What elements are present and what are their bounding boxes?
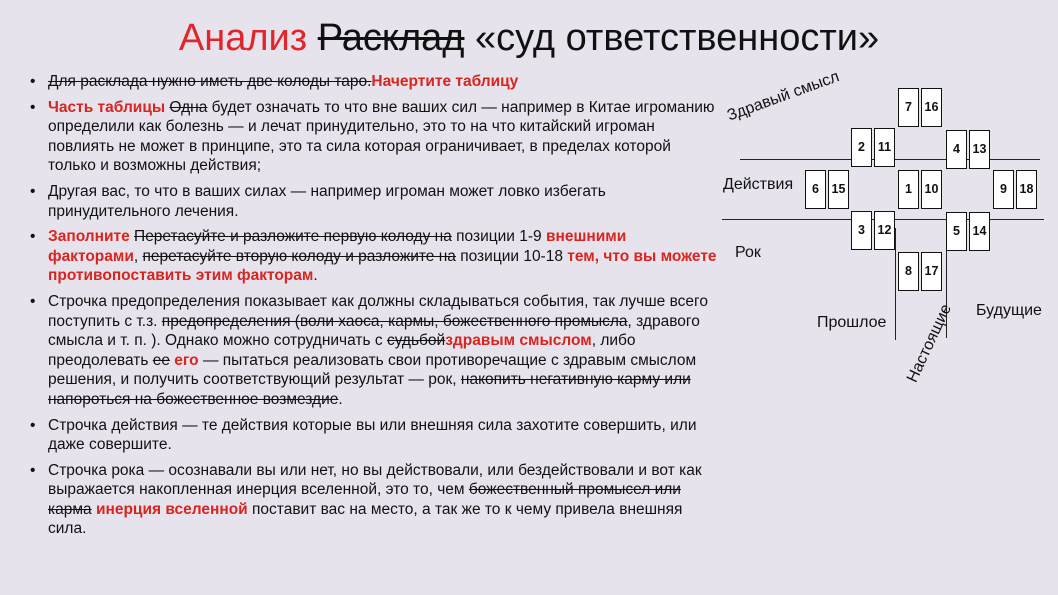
label-common-sense: Здравый смысл <box>724 68 842 125</box>
title-spread-name: «суд ответственности» <box>475 17 880 59</box>
body-text: Строчка действия — те действия которые вы или внешняя сила захотите совершить, или даже совершите. <box>48 416 697 454</box>
spread-diagram <box>718 68 1058 386</box>
page-title <box>0 14 1058 62</box>
highlight-text: внешними факторами <box>48 228 627 265</box>
label-actions: Действия <box>723 176 794 193</box>
bullet-item <box>30 98 720 176</box>
body-text: позиции 1-9 <box>451 228 546 246</box>
struck-text: Одна <box>169 98 208 116</box>
bullet-item <box>30 416 720 455</box>
title-analysis: Анализ <box>178 17 308 59</box>
card-8: 8 <box>898 252 919 291</box>
card-10: 10 <box>921 170 942 209</box>
body-text: . <box>338 390 343 408</box>
card-17: 17 <box>921 252 942 291</box>
highlight-text: инерция вселенной <box>91 500 248 518</box>
body-text: поставит вас на место, а так же то к чему привела внешняя сила. <box>48 500 683 538</box>
card-11: 11 <box>874 128 895 167</box>
body-text: Строчка рока — осознавали вы или нет, но вы действовали, или бездействовали и вот как выражается накопленная инерция вселенной, это то, чем <box>48 461 702 499</box>
body-text: , <box>133 247 143 265</box>
label-future: Будущие <box>976 302 1042 319</box>
column-line <box>895 228 896 340</box>
highlight-text: тем, что вы можете противопоставить этим факторам <box>48 247 717 285</box>
struck-text: Для расклада нужно иметь две колоды таро. <box>48 73 372 90</box>
highlight-text: его <box>169 351 199 369</box>
card-13: 13 <box>969 130 990 169</box>
bullet-item <box>30 292 720 410</box>
label-past: Прошлое <box>817 314 887 331</box>
highlight-text: Часть таблицы <box>48 98 166 116</box>
card-18: 18 <box>1016 170 1037 209</box>
card-6: 6 <box>805 170 826 209</box>
bullet-item <box>30 182 720 221</box>
body-text: позиции 10-18 <box>455 247 568 265</box>
struck-text: ее <box>152 351 170 369</box>
struck-text: Перетасуйте и разложите первую колоду на <box>134 228 452 246</box>
struck-text: божественный промысел или карма <box>48 481 681 518</box>
bullet-item <box>30 461 720 539</box>
bullet-item <box>30 227 720 286</box>
card-12: 12 <box>874 211 895 250</box>
highlight-text: здравым смыслом <box>445 332 592 350</box>
body-text: Другая вас, то что в ваших силах — например игроман может ловко избегать принудительного лечения. <box>48 182 606 220</box>
bullet-item <box>30 72 720 92</box>
body-text: — пытаться реализовать свои противоречащие с здравым смыслом решения, и получить соответствующий результат — рок, <box>48 351 697 389</box>
body-text: , здравого смысла и т. п. ). Однако можно сотрудничать с <box>48 312 700 350</box>
struck-text: судьбой <box>386 332 446 350</box>
bullet-list <box>30 72 720 545</box>
card-4: 4 <box>946 130 967 169</box>
struck-text: предопределения (воли хаоса, кармы, божественного промысла <box>161 312 628 330</box>
body-text: , либо преодолевать <box>48 332 636 369</box>
title-struck-word: Расклад <box>317 17 465 59</box>
card-2: 2 <box>851 128 872 167</box>
card-16: 16 <box>921 88 942 127</box>
highlight-text: Начертите таблицу <box>371 73 519 90</box>
card-9: 9 <box>993 170 1014 209</box>
card-1: 1 <box>898 170 919 209</box>
label-present: Настоящие <box>904 301 955 386</box>
card-5: 5 <box>946 212 967 251</box>
body-text: будет означать то что вне ваших сил — например в Китае игроманию определили как болезнь — и лечат принудительно, это то на что китайский игроман повлиять не может в принципе, это та сила которая ограничивает, в пределах которой только и возможны действия; <box>48 98 715 175</box>
label-fate: Рок <box>735 244 761 261</box>
body-text: . <box>313 267 318 285</box>
card-7: 7 <box>898 88 919 127</box>
card-15: 15 <box>828 170 849 209</box>
card-14: 14 <box>969 212 990 251</box>
card-3: 3 <box>851 211 872 250</box>
struck-text: перетасуйте вторую колоду и разложите на <box>142 247 456 265</box>
body-text: Строчка предопределения показывает как должны складываться события, так лучше всего поступить с т.з. <box>48 292 708 330</box>
highlight-text: Заполните <box>48 228 130 246</box>
struck-text: накопить негативную карму или напороться на божественное возмездие <box>48 371 691 408</box>
